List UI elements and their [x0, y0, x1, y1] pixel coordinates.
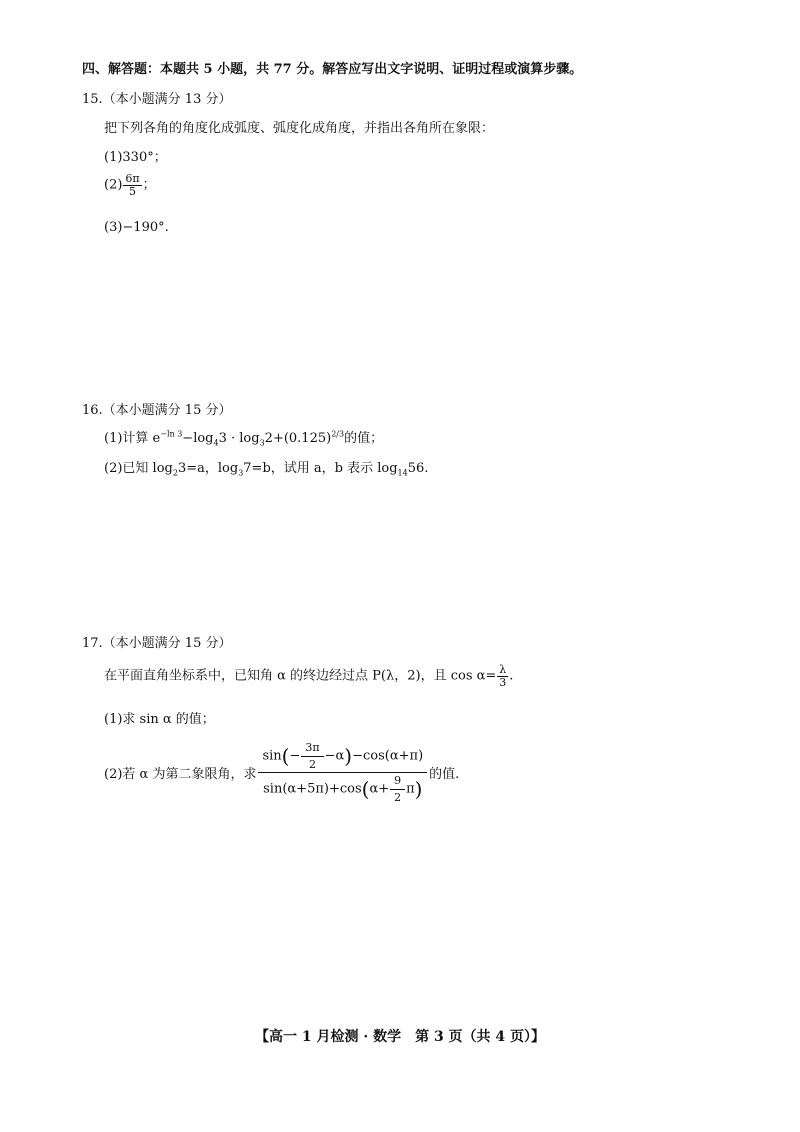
q16-part-1-text-a: −log	[182, 431, 214, 446]
q17-numerator-sin: sin	[262, 748, 282, 764]
q16-part-1-log-base-a: 4	[213, 438, 219, 448]
q17-numerator-cos-term: −cos(α+π)	[352, 748, 424, 764]
q17-stem-suffix: .	[509, 668, 514, 684]
q16-part-1-log-base-b: 3	[259, 438, 265, 448]
q16-part-1-prefix: (1)计算 e	[104, 431, 161, 446]
q17-denominator-fraction	[390, 775, 405, 803]
q15-heading: 15.（本小题满分 13 分）	[82, 92, 232, 107]
q15-item-2-prefix: (2)	[104, 177, 123, 193]
q17-denominator-sin-cos: sin(α+5π)+cos	[263, 781, 362, 797]
q17-heading: 17.（本小题满分 15 分）	[82, 636, 232, 651]
q17-denominator-fraction-top: 9	[390, 775, 405, 790]
q17-stem-prefix: 在平面直角坐标系中，已知角 α 的终边经过点 P(λ，2)，且 cos α=	[104, 668, 497, 684]
q17-stem-fraction	[497, 664, 508, 688]
q17-part-2	[104, 742, 459, 803]
q17-stem-denominator: 3	[499, 675, 507, 689]
q16-part-1-text-b: 3 · log	[218, 431, 260, 446]
q17-part-1: (1)求 sin α 的值；	[104, 712, 215, 727]
q15-item-2-numerator: 6π	[125, 172, 140, 185]
q16-heading: 16.（本小题满分 15 分）	[82, 403, 232, 418]
q16-part-2-log-base-a: 2	[172, 468, 178, 478]
q15-item-2-denominator: 5	[129, 184, 137, 198]
q15-item-2	[104, 173, 156, 197]
q15-item-3: (3)−190°.	[104, 220, 169, 235]
q16-part-1-text-c: 2+(0.125)	[264, 431, 332, 446]
q17-numerator-fraction	[301, 742, 323, 770]
q16-part-2-suffix: 56.	[407, 461, 429, 476]
page-footer: 【高一 1 月检测 · 数学 第 3 页（共 4 页）】	[254, 1029, 546, 1045]
q17-part-2-prefix: (2)若 α 为第二象限角，求	[104, 767, 257, 783]
q15-item-2-fraction	[123, 173, 141, 197]
q17-stem	[104, 664, 513, 688]
q17-numerator-fraction-bottom: 2	[309, 757, 316, 771]
q16-part-2-text-a: 3=a，log	[177, 461, 239, 476]
q15-item-1: (1)330°；	[104, 150, 167, 165]
q17-numerator-left-paren: (	[281, 744, 290, 769]
q16-part-1-suffix: 的值；	[344, 431, 384, 446]
q17-denominator-fraction-bottom: 2	[394, 790, 402, 804]
q16-part-2-text-b: 7=b，试用 a，b 表示 log	[243, 461, 398, 476]
q17-expression-numerator: sin(− $\frac{3\pi}{2}$ −α)−cos(α+π)	[258, 742, 427, 773]
q16-part-1-exponent-b: 2/3	[331, 429, 345, 439]
q17-expression	[258, 742, 427, 803]
q16-part-2-prefix: (2)已知 log	[104, 461, 173, 476]
q16-part-1-exponent: −ln 3	[160, 429, 183, 439]
q17-stem-numerator: λ	[499, 663, 507, 676]
q17-denominator-pi: π	[406, 781, 415, 797]
q17-denominator-alpha-plus: α+	[369, 781, 390, 797]
section-header: 四、解答题：本题共 5 小题，共 77 分。解答应写出文字说明、证明过程或演算步骤。	[82, 62, 583, 77]
q16-part-2-log-base-c: 14	[397, 468, 408, 478]
q17-expression-denominator	[259, 773, 426, 803]
q15-item-2-suffix: ；	[142, 177, 156, 193]
q15-instruction: 把下列各角的角度化成弧度、弧度化成角度，并指出各角所在象限：	[104, 121, 495, 136]
q16-part-2	[104, 457, 428, 478]
q16-part-1	[104, 427, 383, 448]
q17-denominator-left-paren: (	[361, 777, 370, 802]
q17-numerator-right-paren: )	[344, 744, 353, 769]
q17-numerator-alpha: −α	[324, 748, 345, 764]
q17-part-2-suffix: 的值.	[429, 767, 460, 783]
q17-numerator-fraction-top: 3π	[301, 742, 323, 757]
q17-denominator-right-paren: )	[414, 777, 423, 802]
q16-part-2-log-base-b: 3	[238, 468, 244, 478]
